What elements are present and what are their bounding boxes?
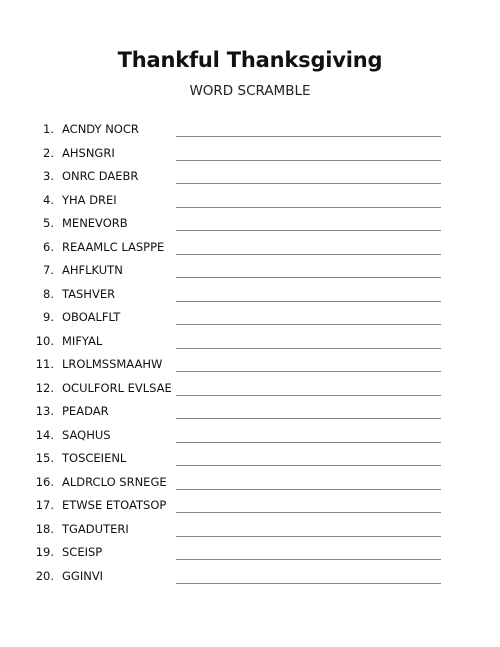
scrambled-word: MENEVORB: [62, 216, 128, 230]
scrambled-word: MIFYAL: [62, 333, 103, 348]
answer-line: [176, 489, 441, 490]
item-number: 7.: [43, 263, 54, 277]
list-item: [0, 164, 500, 188]
scrambled-word: TOSCEIENL: [62, 451, 127, 465]
item-number: 17.: [35, 498, 54, 512]
list-item: [0, 470, 500, 494]
item-number: 1.: [43, 122, 54, 136]
answer-line: [176, 183, 441, 184]
list-item: [0, 376, 500, 400]
list-item: [0, 564, 500, 588]
list-item: [0, 352, 500, 376]
answer-line: [176, 371, 441, 372]
list-item: [0, 446, 500, 470]
item-number: 14.: [35, 427, 54, 442]
answer-line: [176, 136, 441, 137]
answer-line: [176, 207, 441, 208]
answer-line: [176, 277, 441, 278]
scrambled-word: OCULFORL EVLSAE: [62, 380, 172, 395]
answer-line: [176, 559, 441, 560]
item-number: 9.: [43, 310, 54, 324]
scramble-list: [0, 117, 500, 587]
answer-line: [176, 465, 441, 466]
scrambled-word: PEADAR: [62, 404, 109, 418]
item-number: 10.: [35, 333, 54, 348]
scrambled-word: OBOALFLT: [62, 310, 121, 324]
scrambled-word: AHSNGRI: [62, 145, 115, 160]
page-title: Thankful Thanksgiving: [117, 48, 383, 72]
answer-line: [176, 230, 441, 231]
item-number: 13.: [35, 404, 54, 418]
item-number: 8.: [43, 286, 54, 301]
list-item: [0, 305, 500, 329]
scrambled-word: LROLMSSMAAHW: [62, 357, 163, 371]
scrambled-word: ETWSE ETOATSOP: [62, 498, 167, 512]
list-item: [0, 399, 500, 423]
scrambled-word: ALDRCLO SRNEGE: [62, 474, 167, 489]
answer-line: [176, 348, 441, 349]
list-item: [0, 282, 500, 306]
list-item: [0, 493, 500, 517]
list-item: [0, 423, 500, 447]
answer-line: [176, 254, 441, 255]
scrambled-word: SCEISP: [62, 545, 103, 559]
item-number: 5.: [43, 216, 54, 230]
scrambled-word: AHFLKUTN: [62, 263, 123, 277]
answer-line: [176, 536, 441, 537]
item-number: 2.: [43, 145, 54, 160]
answer-line: [176, 442, 441, 443]
page-subtitle: WORD SCRAMBLE: [189, 83, 311, 99]
item-number: 18.: [35, 521, 54, 536]
answer-line: [176, 512, 441, 513]
answer-line: [176, 301, 441, 302]
answer-line: [176, 160, 441, 161]
item-number: 20.: [35, 568, 54, 583]
scrambled-word: ONRC DAEBR: [62, 169, 139, 183]
list-item: [0, 329, 500, 353]
list-item: [0, 258, 500, 282]
answer-line: [176, 324, 441, 325]
item-number: 4.: [43, 192, 54, 207]
scrambled-word: SAQHUS: [62, 427, 111, 442]
list-item: [0, 540, 500, 564]
list-item: [0, 188, 500, 212]
list-item: [0, 235, 500, 259]
answer-line: [176, 395, 441, 396]
scrambled-word: REAAMLC LASPPE: [62, 239, 165, 254]
item-number: 3.: [43, 169, 54, 183]
scrambled-word: TGADUTERI: [62, 521, 129, 536]
scrambled-word: GGINVI: [62, 568, 104, 583]
answer-line: [176, 418, 441, 419]
item-number: 6.: [43, 239, 54, 254]
scrambled-word: ACNDY NOCR: [62, 122, 139, 136]
item-number: 15.: [35, 451, 54, 465]
list-item: [0, 211, 500, 235]
scrambled-word: TASHVER: [62, 286, 116, 301]
scrambled-word: YHA DREI: [62, 192, 117, 207]
answer-line: [176, 583, 441, 584]
list-item: [0, 141, 500, 165]
list-item: [0, 517, 500, 541]
item-number: 12.: [35, 380, 54, 395]
item-number: 11.: [35, 357, 54, 371]
item-number: 16.: [35, 474, 54, 489]
list-item: [0, 117, 500, 141]
item-number: 19.: [35, 545, 54, 559]
